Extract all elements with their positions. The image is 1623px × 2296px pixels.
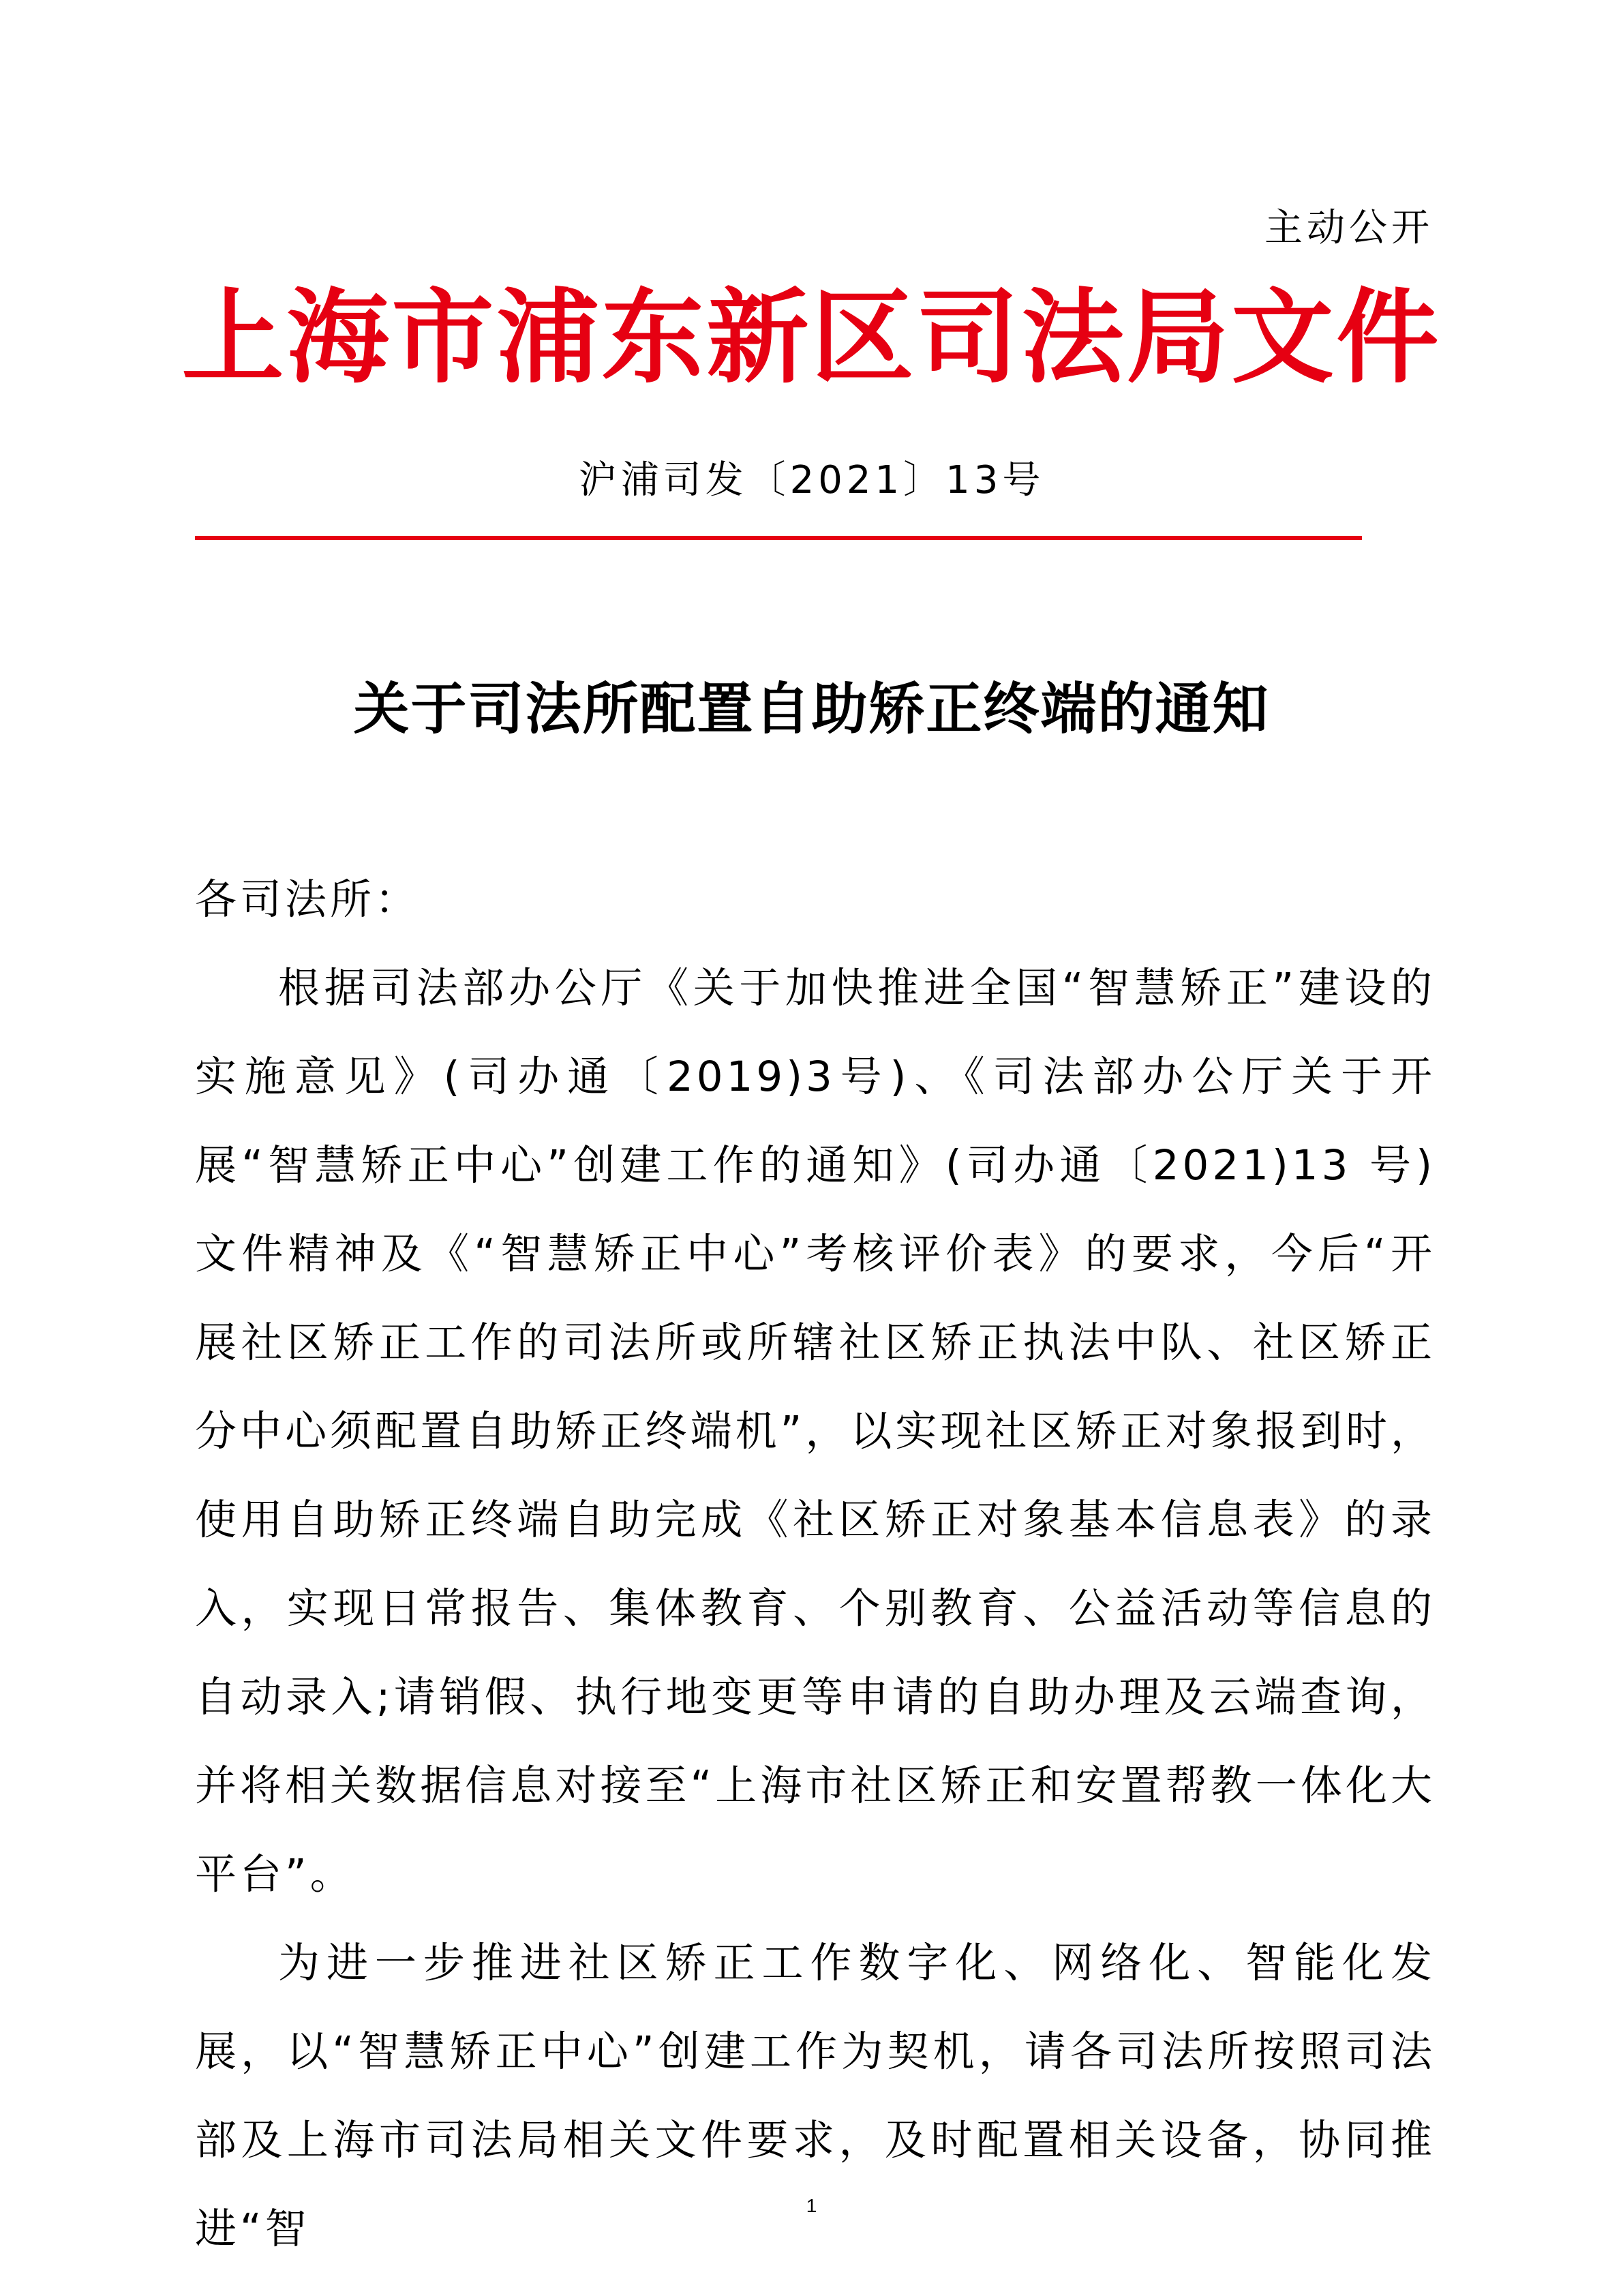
red-divider — [195, 536, 1362, 540]
paragraph-1: 根据司法部办公厅《关于加快推进全国“智慧矫正”建设的实施意见》(司办通〔2019)3号)、《司法部办公厅关于开展“智慧矫正中心”创建工作的通知》(司办通〔2021)13 号)文件精神及《“智慧矫正中心”考核评价表》的要求，今后“开展社区矫正工作的司法所或所辖社区矫正执法中队、社区矫正分中心须配置自助矫正终端机”，以实现社区矫正对象报到时，使用自助矫正终端自助完成《社区矫正对象基本信息表》的录入，实现日常报告、集体教育、个别教育、公益活动等信息的自动录入;请销假、执行地变更等申请的自助办理及云端查询，并将相关数据信息对接至“上海市社区矫正和安置帮教一体化大平台”。 — [195, 964, 1436, 1899]
body-text — [195, 856, 1436, 2274]
document-number: 沪浦司发〔2021〕13号 — [578, 458, 1045, 502]
salutation: 各司法所： — [195, 875, 421, 924]
disclosure-label: 主动公开 — [1264, 206, 1434, 250]
masthead: 上海市浦东新区司法局文件 — [181, 277, 1442, 397]
page-number: 1 — [806, 2195, 817, 2216]
notice-title: 关于司法所配置自助矫正终端的通知 — [353, 676, 1270, 742]
paragraph-2: 为进一步推进社区矫正工作数字化、网络化、智能化发展，以“智慧矫正中心”创建工作为契机，请各司法所按照司法部及上海市司法局相关文件要求，及时配置相关设备，协同推进“智 — [195, 1939, 1436, 2253]
